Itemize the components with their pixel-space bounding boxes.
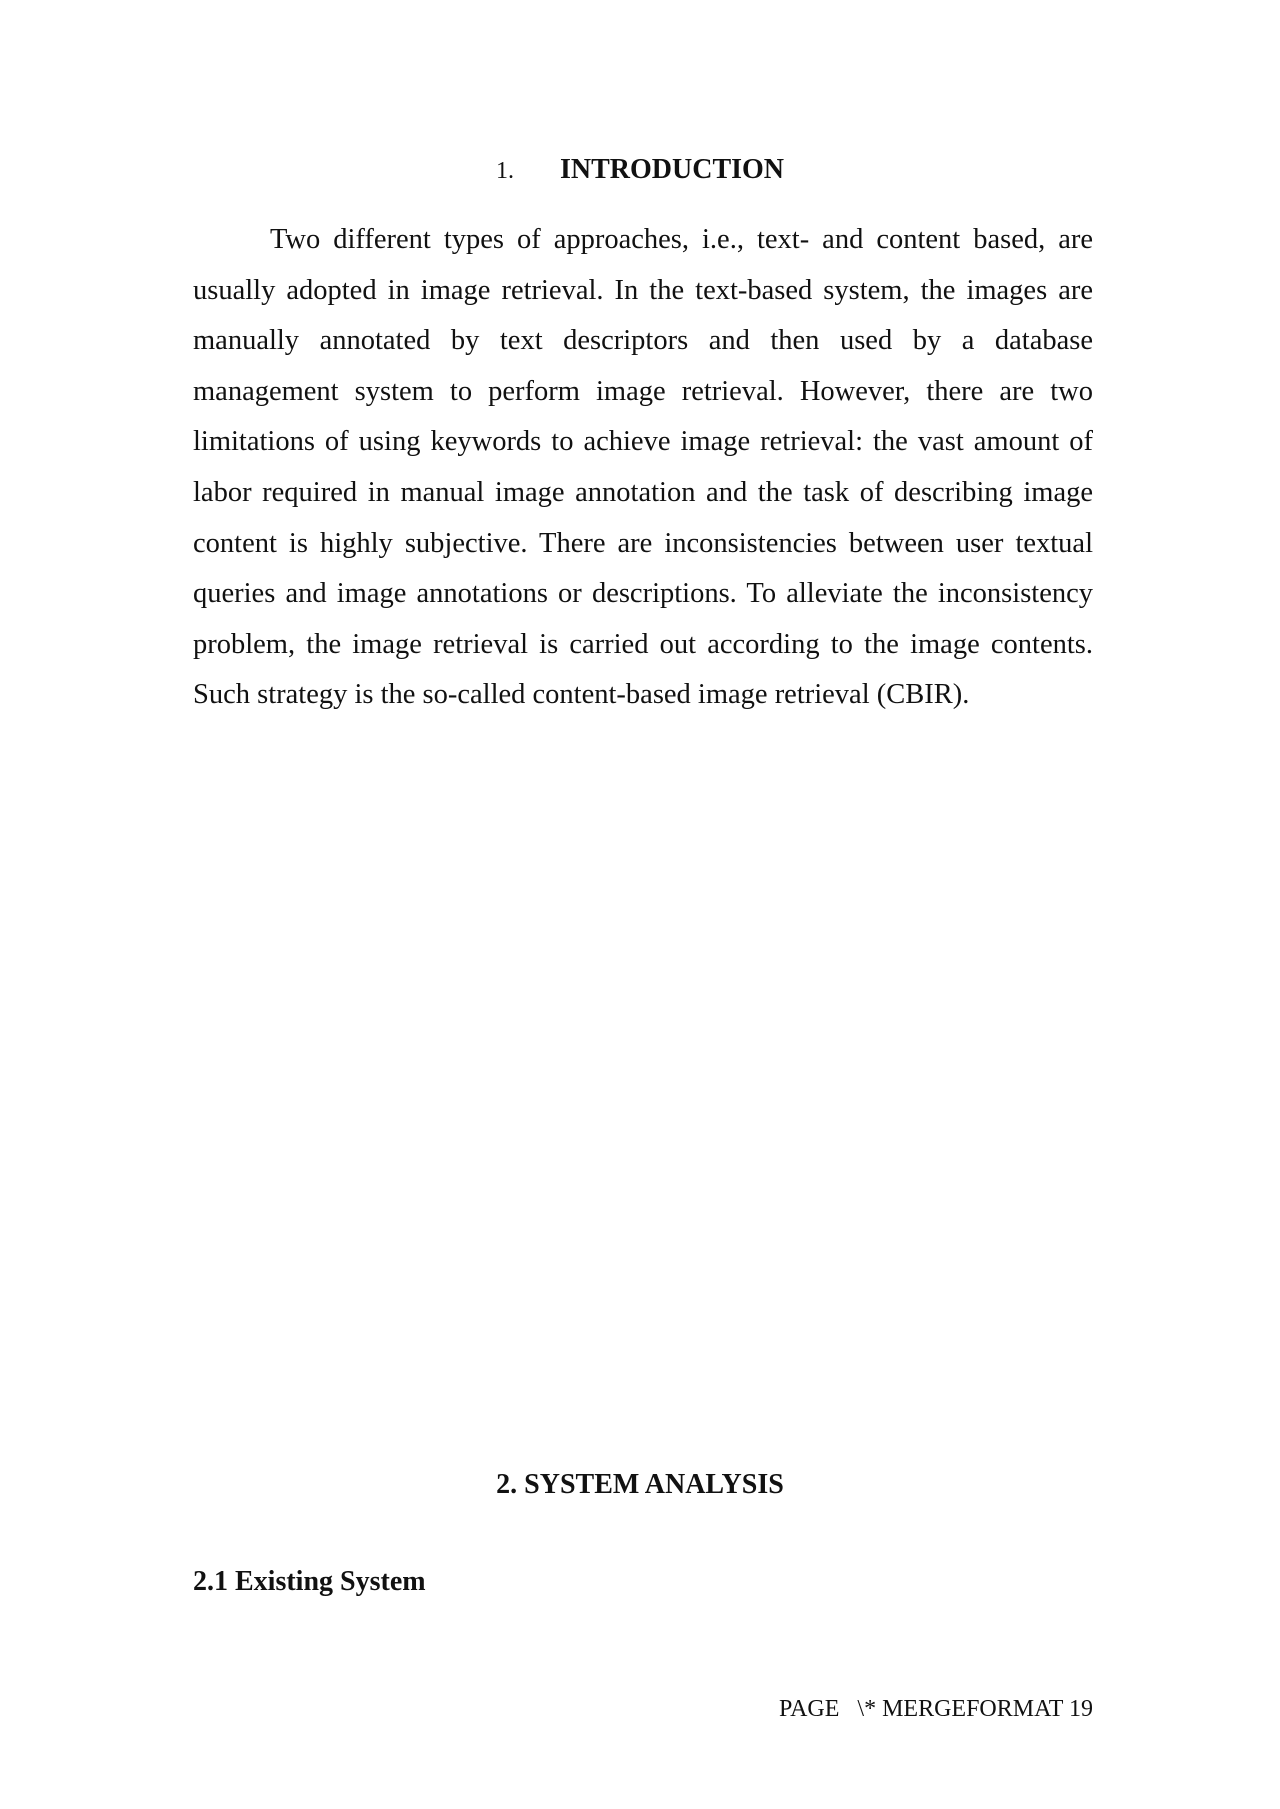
section-heading-system-analysis: 2. SYSTEM ANALYSIS [496,1469,784,1500]
page-footer: PAGE \* MERGEFORMAT 19 [778,1696,1093,1722]
section-heading-introduction [0,150,1280,191]
section-title: INTRODUCTION [559,154,785,185]
section-number: 1. [495,158,514,184]
introduction-paragraph: Two different types of approaches, i.e., text- and content based, are usually adopted in image retrieval. In the text-based system, the images are manually annotated by text descriptors and then used by a database management system to perform image retrieval. However, there are two limitations of using keywords to achieve image retrieval: the vast amount of labor required in manual image annotation and the task of describing image content is highly subjective. There are inconsistencies between user textual queries and image annotations or descriptions. To alleviate the inconsistency problem, the image retrieval is carried out according to the image contents. Such strategy is the so-called content-based image retrieval (CBIR). [193,224,1093,711]
subsection-heading-existing-system: 2.1 Existing System [193,1566,426,1597]
